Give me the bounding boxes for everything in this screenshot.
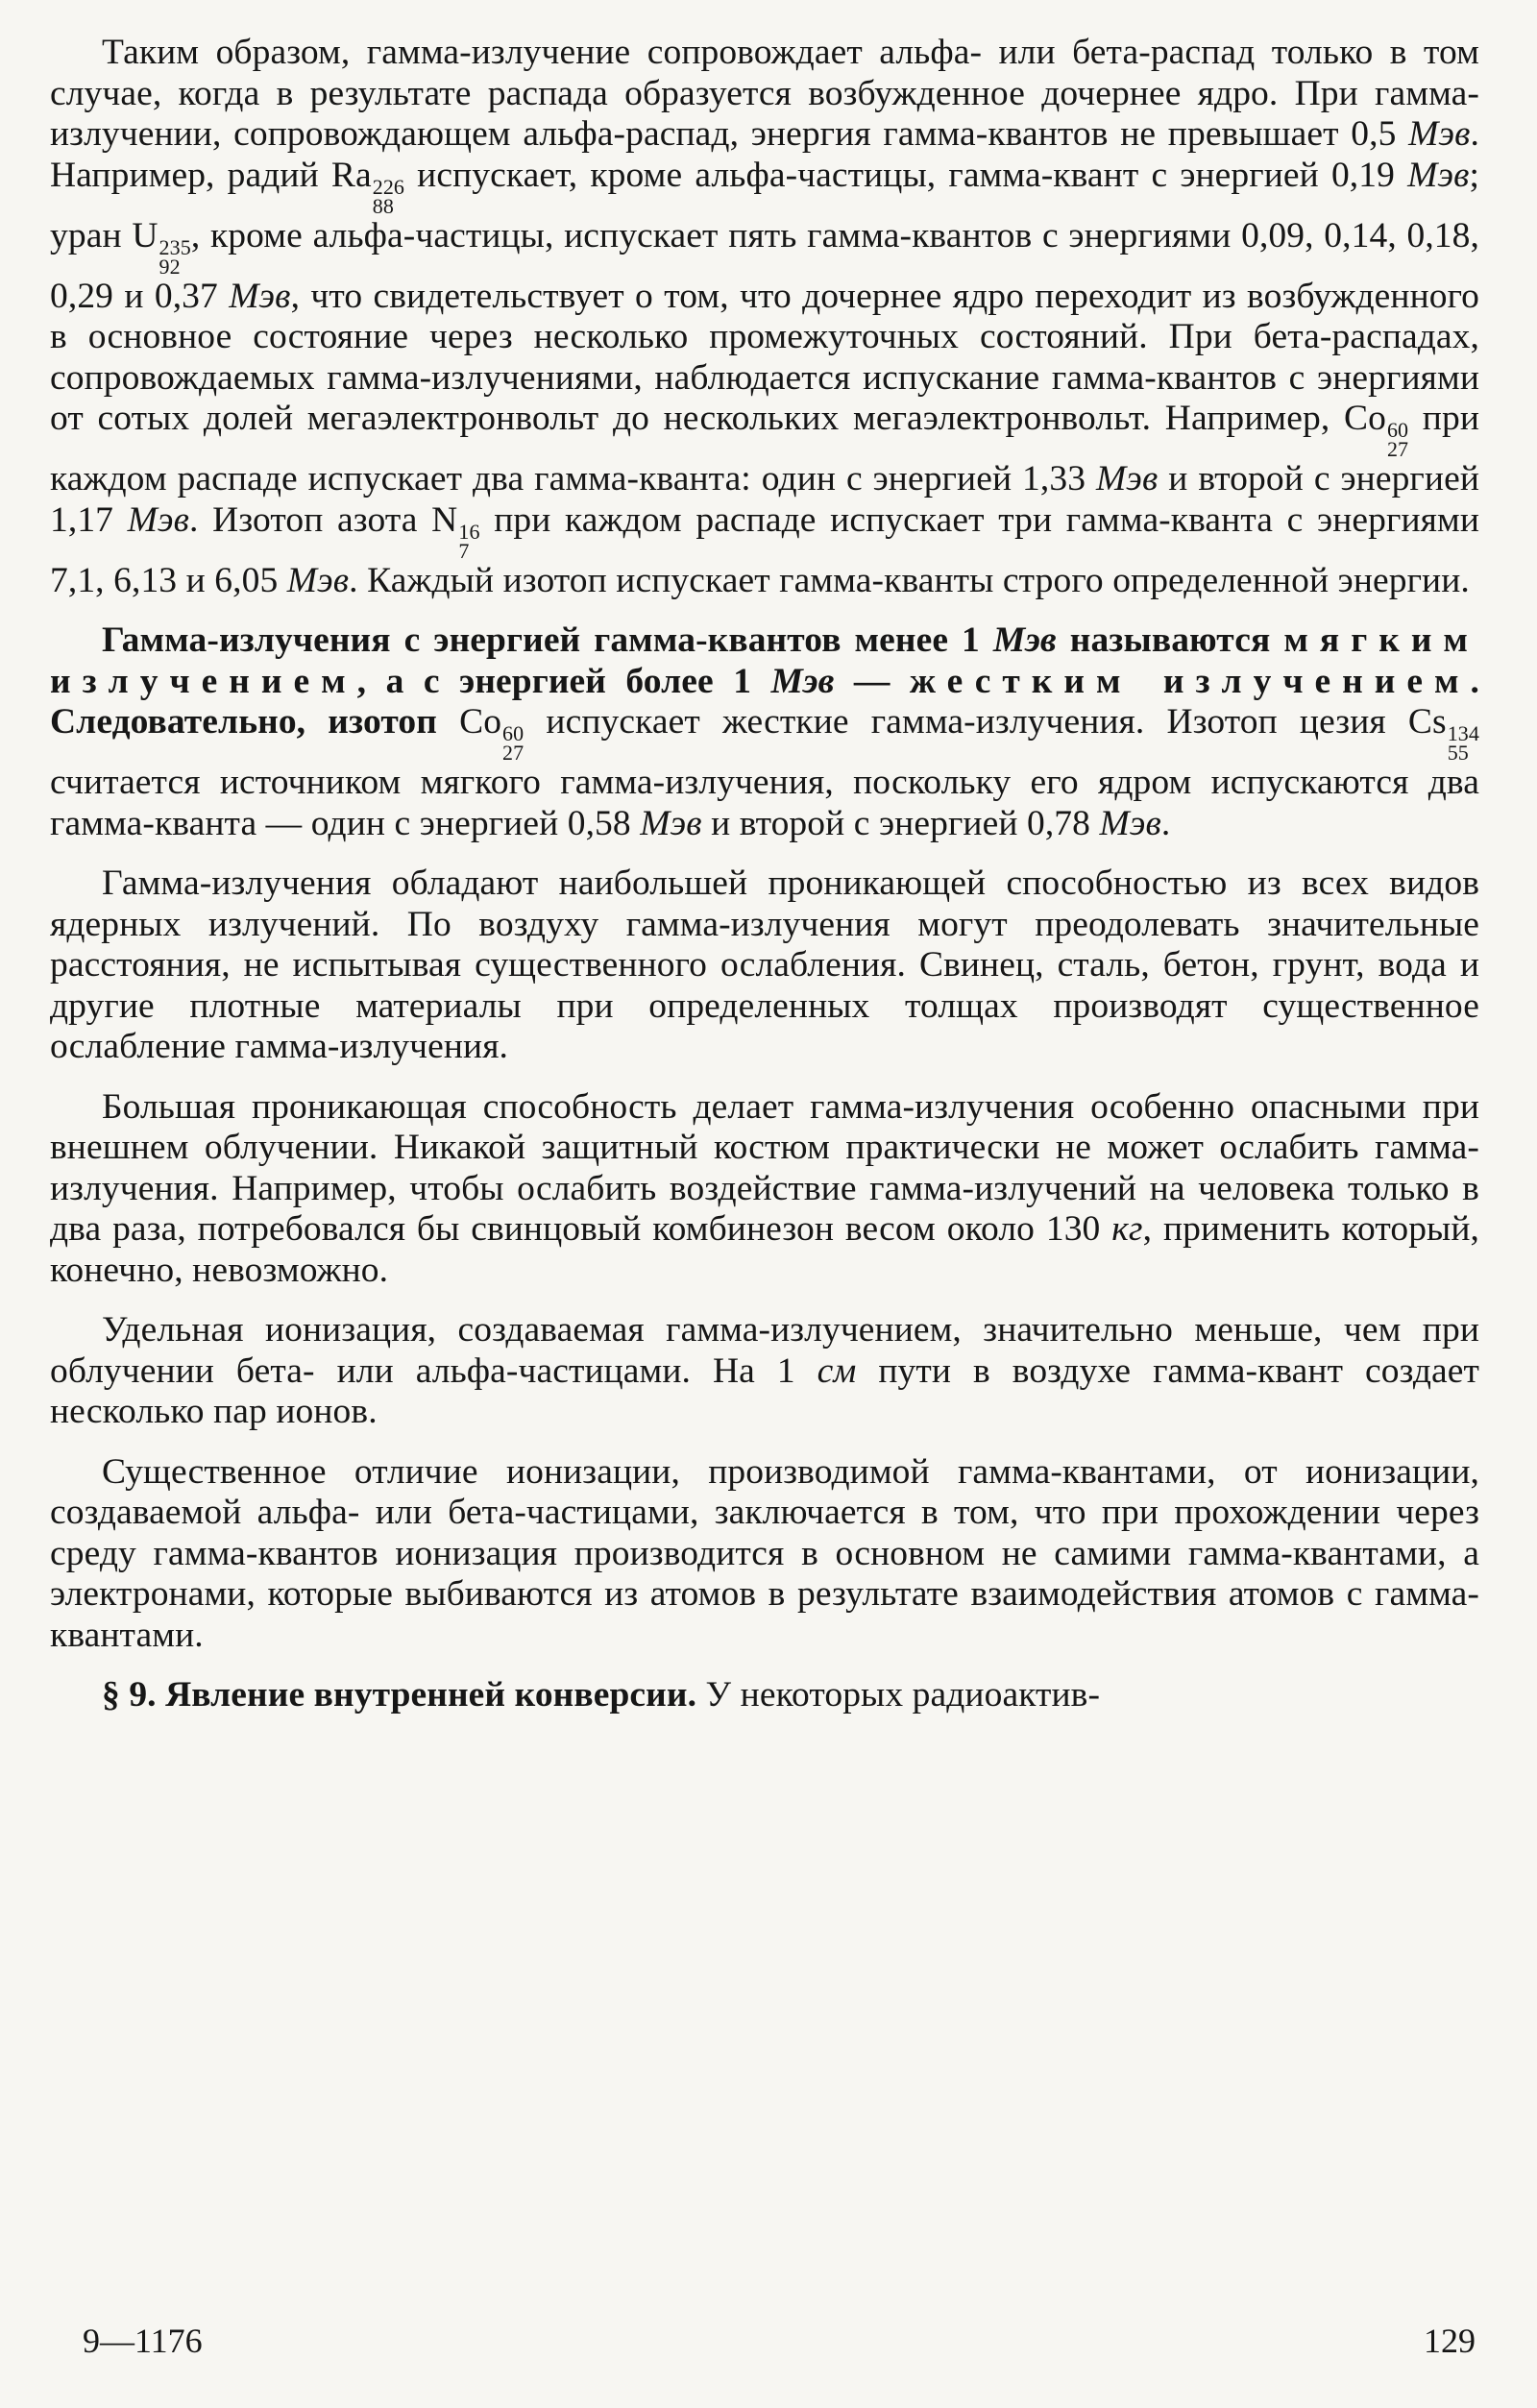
mass-number: 134 <box>1447 721 1480 745</box>
mass-number: 60 <box>1386 418 1409 442</box>
nuclide-u <box>132 216 191 277</box>
text-run: Таким образом, гамма-излучение сопровождает альфа- или бета-распад только в том случае, когда в результате распада образуется возбужденное дочернее ядро. При гамма-излучении, сопровождающем альфа-распад, энергия гамма-квантов не превышает 0,5 <box>50 33 1479 154</box>
text-run: испускает жесткие гамма-излучения. Изотоп цезия <box>524 702 1408 742</box>
section-heading-paragraph <box>50 1675 1479 1716</box>
paragraph-2 <box>50 620 1479 844</box>
text-run: считается источником мягкого гамма-излучения, поскольку его ядром испускаются два гамма-кванта — один с энергией 0,58 <box>50 763 1479 843</box>
nuclide-ra <box>331 156 404 216</box>
bold-run: — <box>834 661 910 701</box>
text-run: и второй с энергией 1,17 <box>50 459 1479 540</box>
text-run: ; уран <box>50 155 1479 255</box>
unit-mev: Мэв <box>770 661 835 701</box>
mass-number: 226 <box>372 174 405 199</box>
text-run: . Каждый изотоп испускает гамма-кванты строго определенной энергии. <box>349 560 1470 600</box>
nuclide-symbol: Cs <box>1407 702 1447 742</box>
paragraph-5 <box>50 1310 1479 1433</box>
text-run: испускает, кроме альфа-частицы, гамма-квант с энергией 0,19 <box>404 155 1408 195</box>
text-run: У некоторых радиоактив- <box>696 1675 1101 1715</box>
unit-mev: Мэв <box>1095 459 1159 499</box>
text-run: и второй с энергией 0,78 <box>701 803 1100 843</box>
text-run: пути в воздухе гамма-квант создает несколько пар ионов. <box>50 1350 1479 1431</box>
nuclide-cs <box>1408 702 1479 763</box>
text-run: , что свидетельствует о том, что дочернее ядро переходит из возбужденного в основное состояние через несколько промежуточных состояний. При бета-распадах, сопровождаемых гамма-излучениями, наблюдается испускание гамма-квантов с энергиями от сотых долей мегаэлектронвольт до нескольких мегаэлектронвольт. Например, <box>50 276 1479 438</box>
nuclide-symbol: Ra <box>330 155 372 195</box>
unit-mev: Мэв <box>1407 155 1470 195</box>
nuclide-symbol: Co <box>1343 399 1386 438</box>
atomic-number: 7 <box>458 538 470 563</box>
term-soft-radiation: мягким излучением <box>50 620 1479 701</box>
printer-signature: 9—1176 <box>83 2322 203 2360</box>
mass-number: 60 <box>502 721 525 745</box>
mass-number: 16 <box>458 519 480 544</box>
atomic-number: 92 <box>159 254 181 279</box>
unit-mev: Мэв <box>127 499 190 540</box>
nuclide-co <box>459 702 524 763</box>
paragraph-6: Существенное отличие ионизации, производимой гамма-квантами, от ионизации, создаваемой альфа- или бета-частицами, заключается в том, что при прохождении через среду гамма-квантов ионизация производится в основном не самими гамма-квантами, а электронами, которые выбиваются из атомов в результате взаимодействия атомов с гамма-квантами. <box>50 1451 1479 1655</box>
unit-mev: Мэв <box>229 276 291 316</box>
text-run: при каждом распаде испускает два гамма-кванта: один с энергией 1,33 <box>50 399 1479 499</box>
nuclide-symbol: U <box>132 215 159 255</box>
unit-mev: Мэв <box>286 560 350 600</box>
text-run: при каждом распаде испускает три гамма-кванта с энергиями 7,1, 6,13 и 6,05 <box>50 499 1479 600</box>
atomic-number: 27 <box>502 741 525 765</box>
unit-mev: Мэв <box>1408 114 1471 154</box>
page-number: 129 <box>1424 2322 1476 2360</box>
paragraph-1 <box>50 33 1479 601</box>
nuclide-co <box>1344 399 1408 459</box>
text-run: . Например, радий <box>50 114 1479 195</box>
atomic-number: 88 <box>372 193 394 218</box>
mass-number: 235 <box>159 234 191 259</box>
bold-run: . Следовательно, изотоп <box>50 661 1479 742</box>
atomic-number: 55 <box>1447 741 1469 765</box>
text-run: Удельная ионизация, создаваемая гамма-излучением, значительно меньше, чем при облучении бета- или альфа-частицами. На 1 <box>50 1310 1479 1391</box>
unit-cm: см <box>817 1350 857 1391</box>
nuclide-n <box>431 500 479 561</box>
unit-kg: кг <box>1111 1209 1143 1249</box>
unit-mev: Мэв <box>1099 803 1161 843</box>
atomic-number: 27 <box>1386 437 1409 461</box>
text-run: Большая проникающая способность делает гамма-излучения особенно опасными при внешнем облучении. Никакой защитный костюм практически не может ослабить гамма-излучения. Например, чтобы ослабить воздействие гамма-излучений на человека только в два раза, потребовался бы свинцовый комбинезон весом около 130 <box>50 1086 1479 1249</box>
bold-run: называются <box>1056 620 1284 660</box>
paragraph-4 <box>50 1087 1479 1292</box>
text-run: , кроме альфа-частицы, испускает пять гамма-квантов с энергиями 0,09, 0,14, 0,18, 0,29 и 0,37 <box>50 215 1479 316</box>
unit-mev: Мэв <box>992 620 1057 660</box>
bold-run: , а с энергией более 1 <box>356 661 771 701</box>
term-hard-radiation: жестким излучением <box>909 661 1471 701</box>
bold-run: Гамма-излучения с энергией гамма-квантов менее 1 <box>102 620 993 660</box>
text-run: . <box>1160 803 1171 843</box>
page-footer <box>83 2321 1476 2361</box>
section-heading: § 9. Явление внутренней конверсии. <box>102 1675 697 1715</box>
nuclide-symbol: N <box>431 499 458 540</box>
text-run: , применить который, конечно, невозможно. <box>50 1209 1479 1290</box>
nuclide-symbol: Co <box>459 702 502 742</box>
paragraph-3: Гамма-излучения обладают наибольшей проникающей способностью из всех видов ядерных излучений. По воздуху гамма-излучения могут преодолевать значительные расстояния, не испытывая существенного ослабления. Свинец, сталь, бетон, грунт, вода и другие плотные материалы при определенных толщах производят существенное ослабление гамма-излучения. <box>50 863 1479 1066</box>
unit-mev: Мэв <box>640 803 702 843</box>
text-run: . Изотоп азота <box>189 499 432 540</box>
